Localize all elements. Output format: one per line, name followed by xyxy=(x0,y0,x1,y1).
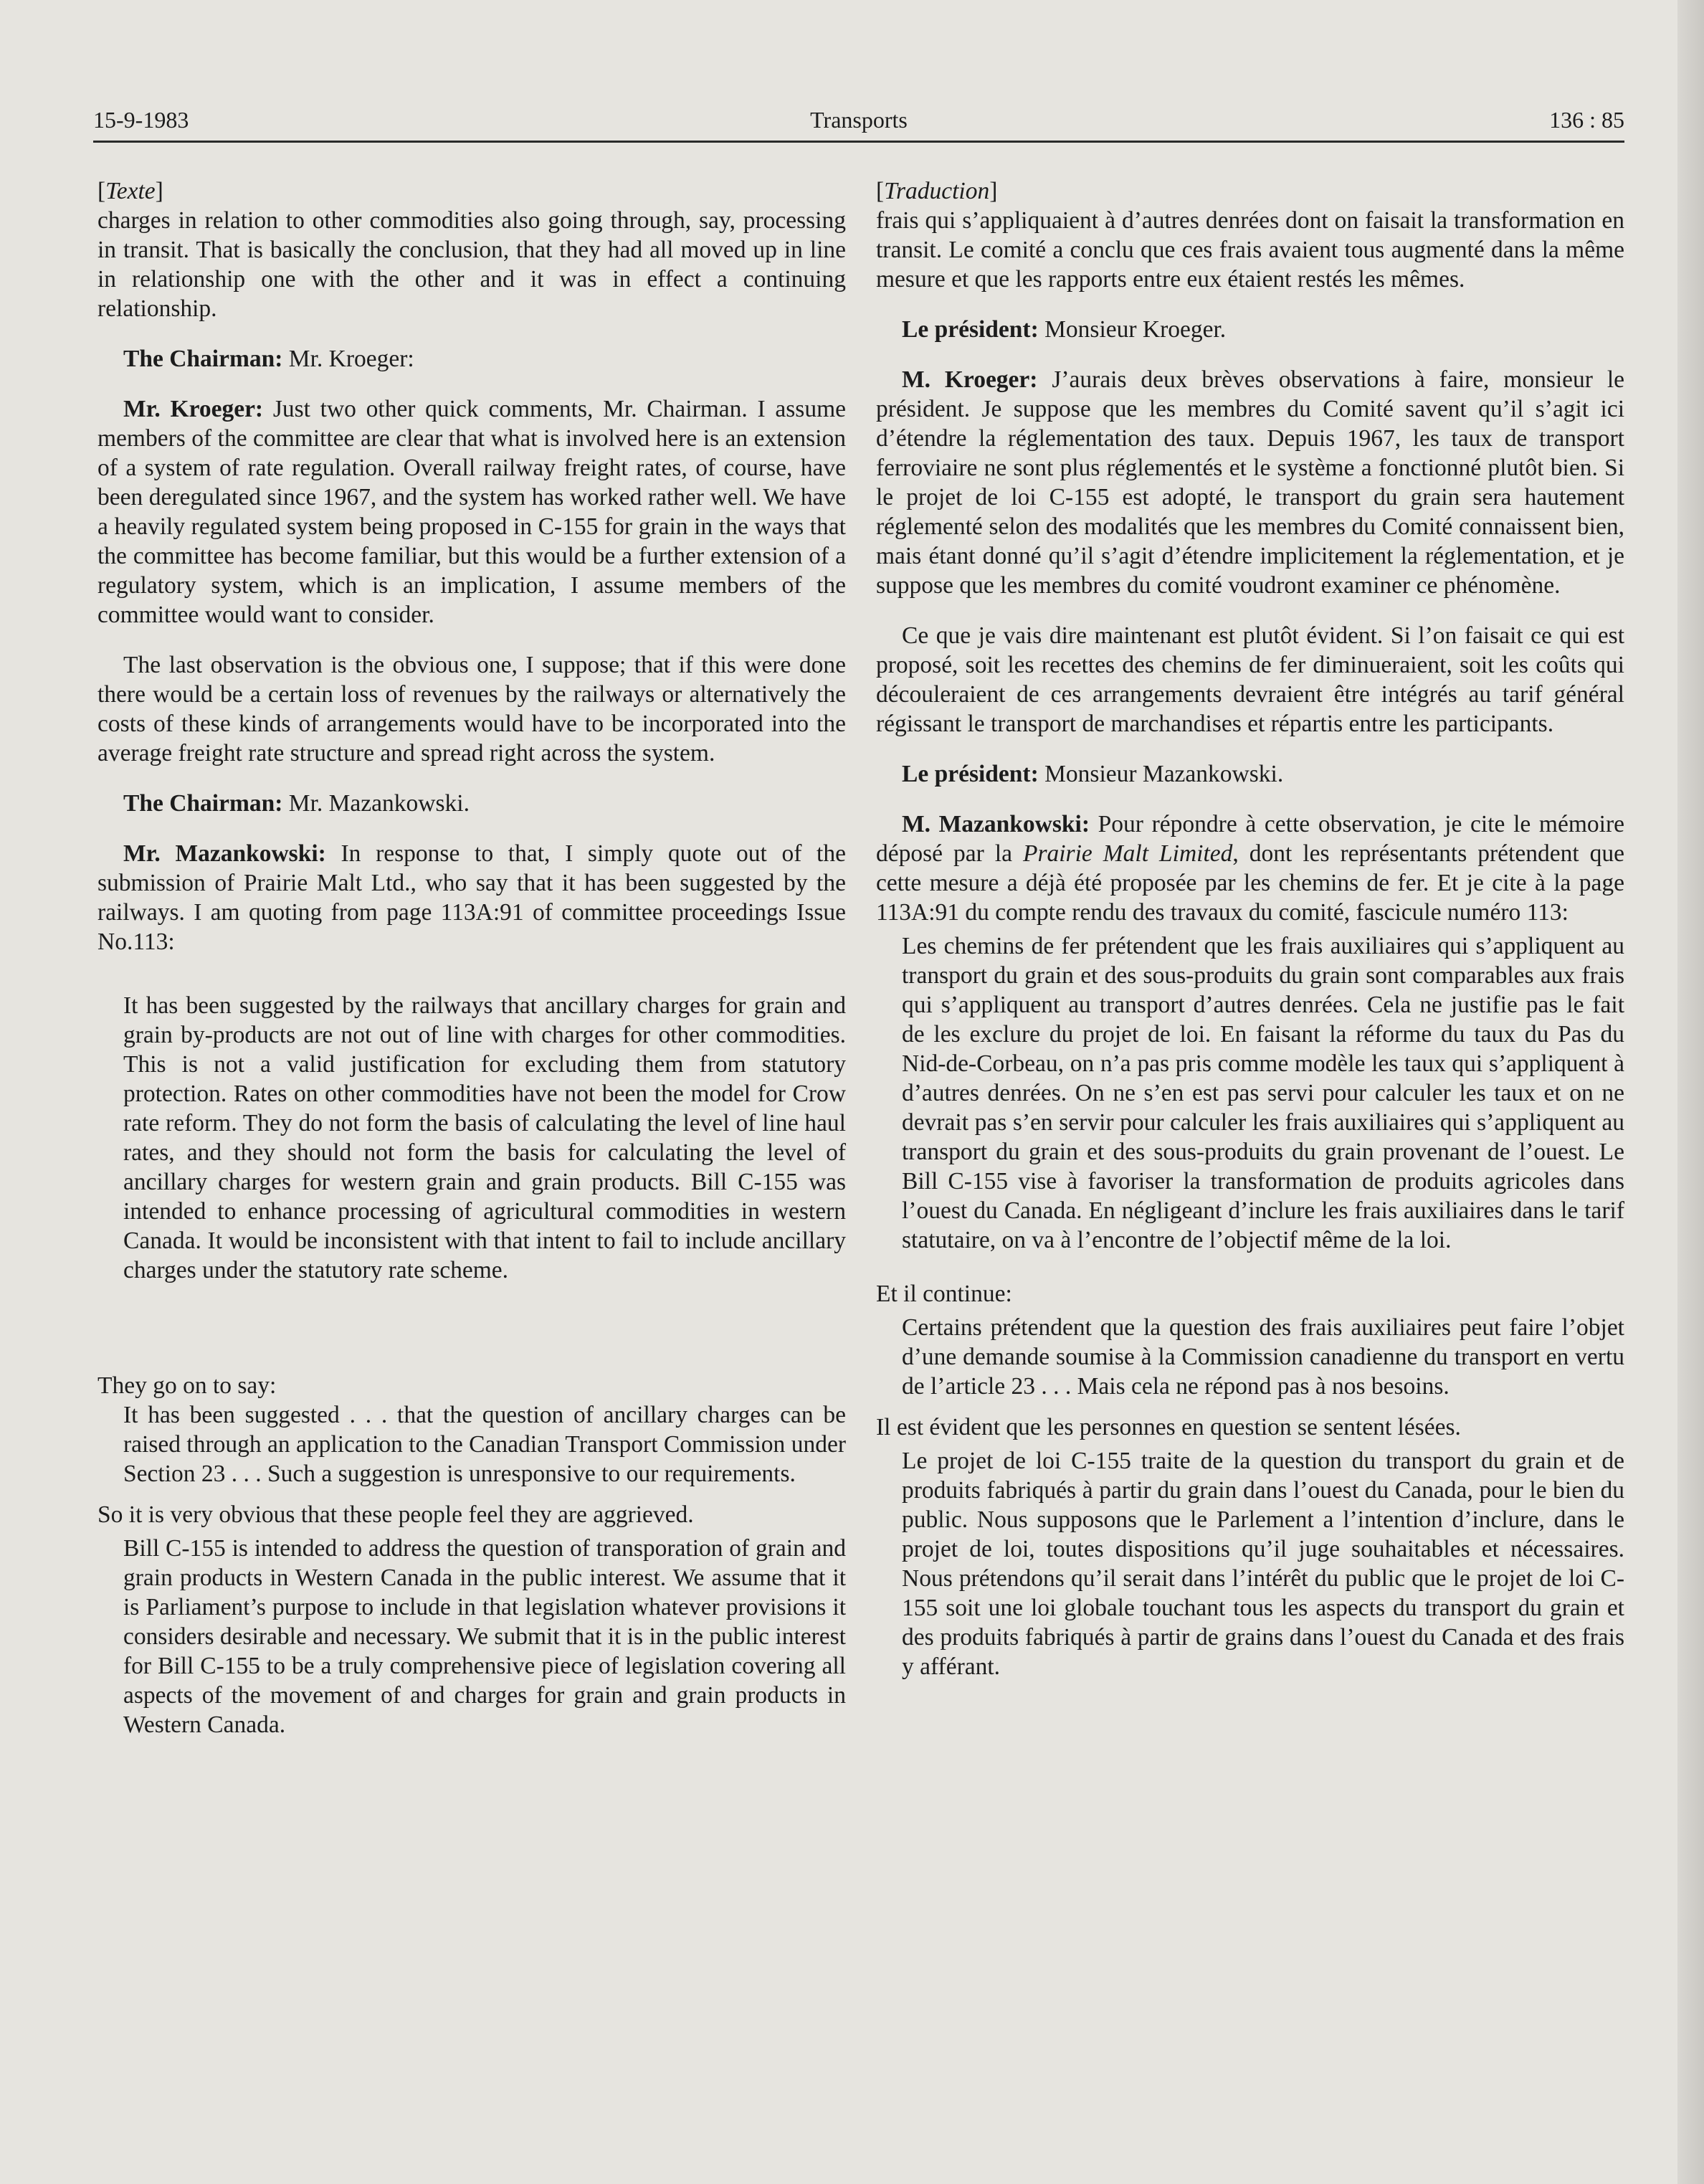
paragraph: Ce que je vais dire maintenant est plutôt évident. Si l’on faisait ce qui est proposé, soit les recettes des chemins de fer diminueraient, soit les coûts qui découleraient de ces arrangements devraient être intégrés au tarif général régissant le transport de marchandises et répartis entre les participants. xyxy=(876,622,1624,737)
speaker-name: Mr. Kroeger: xyxy=(123,396,264,422)
page-header xyxy=(93,103,1624,136)
page-edge-shadow xyxy=(1677,0,1704,2184)
speaker-paragraph: The Chairman: Mr. Kroeger: xyxy=(123,346,414,372)
speaker-name: Le président: xyxy=(902,316,1039,343)
paragraph: The last observation is the obvious one, I suppose; that if this were done there would be a certain loss of revenues by the railways or alternatively the costs of these kinds of arrangements would have to be incorporated into the average freight rate structure and spread right across the system. xyxy=(97,652,846,766)
block-quote: Le projet de loi C-155 traite de la question du transport du grain et de produits fabriqués à partir du grain dans l’ouest du Canada, pour le bien du public. Nous supposons que le Parlement a l’intention d’inclure, dans le projet de loi, toutes dispositions qu’il juge souhaitables et nécessaires. Nous prétendons qu’il serait dans l’intérêt du public que le projet de loi C-155 soit une loi globale touchant tous les aspects du transport du grain et des produits fabriqués à partir de grains dans l’ouest du Canada et des frais y afférant. xyxy=(902,1448,1624,1680)
block-quote: It has been suggested by the railways that ancillary charges for grain and grain by-products are not out of line with charges for other commodities. This is not a valid justification for excluding them from statutory protection. Rates on other commodities have not been the model for Crow rate reform. They do not form the basis of calculating the level of line haul rates, and they should not form the basis for calculating the level of ancillary charges for western grain and grain products. Bill C-155 was intended to enhance processing of agricultural commodities in western Canada. It would be inconsistent with that intent to fail to include ancillary charges under the statutory rate scheme. xyxy=(123,992,846,1283)
block-quote: It has been suggested . . . that the question of ancillary charges can be raised through an application to the Canadian Transport Commission under Section 23 . . . Such a suggestion is unresponsive to our requirements. xyxy=(123,1402,846,1487)
speaker-name: The Chairman: xyxy=(123,346,283,372)
speaker-paragraph: Le président: Monsieur Kroeger. xyxy=(902,316,1227,343)
translation-label: [Traduction] xyxy=(876,178,998,204)
speaker-paragraph: Mr. Mazankowski: In response to that, I simply quote out of the submission of Prairie Malt Ltd., who say that it has been suggested by the railways. I am quoting from page 113A:91 of committee proceedings Issue No.113: xyxy=(97,840,846,955)
french-column xyxy=(876,176,1624,1681)
header-date: 15-9-1983 xyxy=(93,107,189,133)
paragraph: Il est évident que les personnes en question se sentent lésées. xyxy=(876,1414,1461,1440)
paragraph: They go on to say: xyxy=(97,1372,277,1399)
speaker-name: M. Kroeger: xyxy=(902,366,1038,393)
block-quote: Les chemins de fer prétendent que les frais auxiliaires qui s’appliquent au transport du grain et des sous-produits du grain sont comparables aux frais qui s’appliquent au transport d’autres denrées. Cela ne justifie pas le fait de les exclure du projet de loi. En faisant la réforme du taux du Pas du Nid-de-Corbeau, on n’a pas pris comme modèle les taux qui s’appliquent à d’autres denrées. On ne s’en est pas servi pour calculer les taux et on ne devrait pas s’en servir pour calculer les frais auxiliaires qui s’appliquent au transport du grain et des sous-produits du grain provenant de l’ouest. Le Bill C-155 vise à favoriser la transformation de produits agricoles dans l’ouest du Canada. En négligeant d’inclure les frais auxiliaires dans le tarif statutaire, on va à l’encontre de l’objectif même de la loi. xyxy=(902,933,1624,1253)
speaker-name: The Chairman: xyxy=(123,790,283,817)
paragraph: Et il continue: xyxy=(876,1281,1012,1307)
header-page-number: 136 : 85 xyxy=(1549,107,1624,133)
block-quote: Certains prétendent que la question des frais auxiliaires peut faire l’objet d’une demande soumise à la Commission canadienne du transport en vertu de l’article 23 . . . Mais cela ne répond pas à nos besoins. xyxy=(902,1314,1624,1400)
header-rule xyxy=(93,141,1624,143)
text-label: [Texte] xyxy=(97,178,163,204)
speaker-name: M. Mazankowski: xyxy=(902,811,1090,837)
speaker-name: Mr. Mazankowski: xyxy=(123,840,326,867)
header-title: Transports xyxy=(810,107,908,133)
paragraph: frais qui s’appliquaient à d’autres denrées dont on faisait la transformation en transit. Le comité a conclu que ces frais avaient tous augmenté dans la même mesure et que les rapports entre eux étaient restés les mêmes. xyxy=(876,207,1624,293)
paragraph: charges in relation to other commodities also going through, say, processing in transit. That is basically the conclusion, that they had all moved up in line in relationship one with the other and it was in effect a continuing relationship. xyxy=(97,207,846,322)
block-quote: Bill C-155 is intended to address the question of transporation of grain and grain products in Western Canada in the public interest. We assume that it is Parliament’s purpose to include in that legislation whatever provisions it considers desirable and necessary. We submit that it is in the public interest for Bill C-155 to be a truly comprehensive piece of legislation covering all aspects of the movement of and charges for grain and grain products in Western Canada. xyxy=(123,1535,846,1738)
speaker-paragraph: Le président: Monsieur Mazankowski. xyxy=(902,761,1284,787)
paragraph: So it is very obvious that these people feel they are aggrieved. xyxy=(97,1501,694,1528)
speaker-paragraph: Mr. Kroeger: Just two other quick comments, Mr. Chairman. I assume members of the committee are clear that what is involved here is an extension of a system of rate regulation. Overall railway freight rates, of course, have been deregulated since 1967, and the system has worked rather well. We have a heavily regulated system being proposed in C-155 for grain in the ways that the committee has become familiar, but this would be a further extension of a regulatory system, which is an implication, I assume members of the committee would want to consider. xyxy=(97,396,846,628)
speaker-paragraph: The Chairman: Mr. Mazankowski. xyxy=(123,790,470,817)
english-column xyxy=(97,176,846,1739)
speaker-paragraph: M. Kroeger: J’aurais deux brèves observations à faire, monsieur le président. Je suppose que les membres du Comité savent qu’il s’agit ici d’étendre la réglementation des taux. Depuis 1967, les taux de transport ferroviaire ne sont plus réglementés et le système a fonctionné plutôt bien. Si le projet de loi C-155 est adopté, le transport du grain sera hautement réglementé selon des modalités que les membres du Comité connaissent bien, mais étant donné qu’il s’agit d’étendre implicitement la réglementation, et je suppose que les membres du comité voudront examiner ce phénomène. xyxy=(876,366,1625,599)
speaker-name: Le président: xyxy=(902,761,1039,787)
speaker-paragraph: M. Mazankowski: Pour répondre à cette observation, je cite le mémoire déposé par la Prairie Malt Limited, dont les représentants prétendent que cette mesure a déjà été proposée par les chemins de fer. Et je cite à la page 113A:91 du compte rendu des travaux du comité, fascicule numéro 113: xyxy=(876,811,1625,926)
